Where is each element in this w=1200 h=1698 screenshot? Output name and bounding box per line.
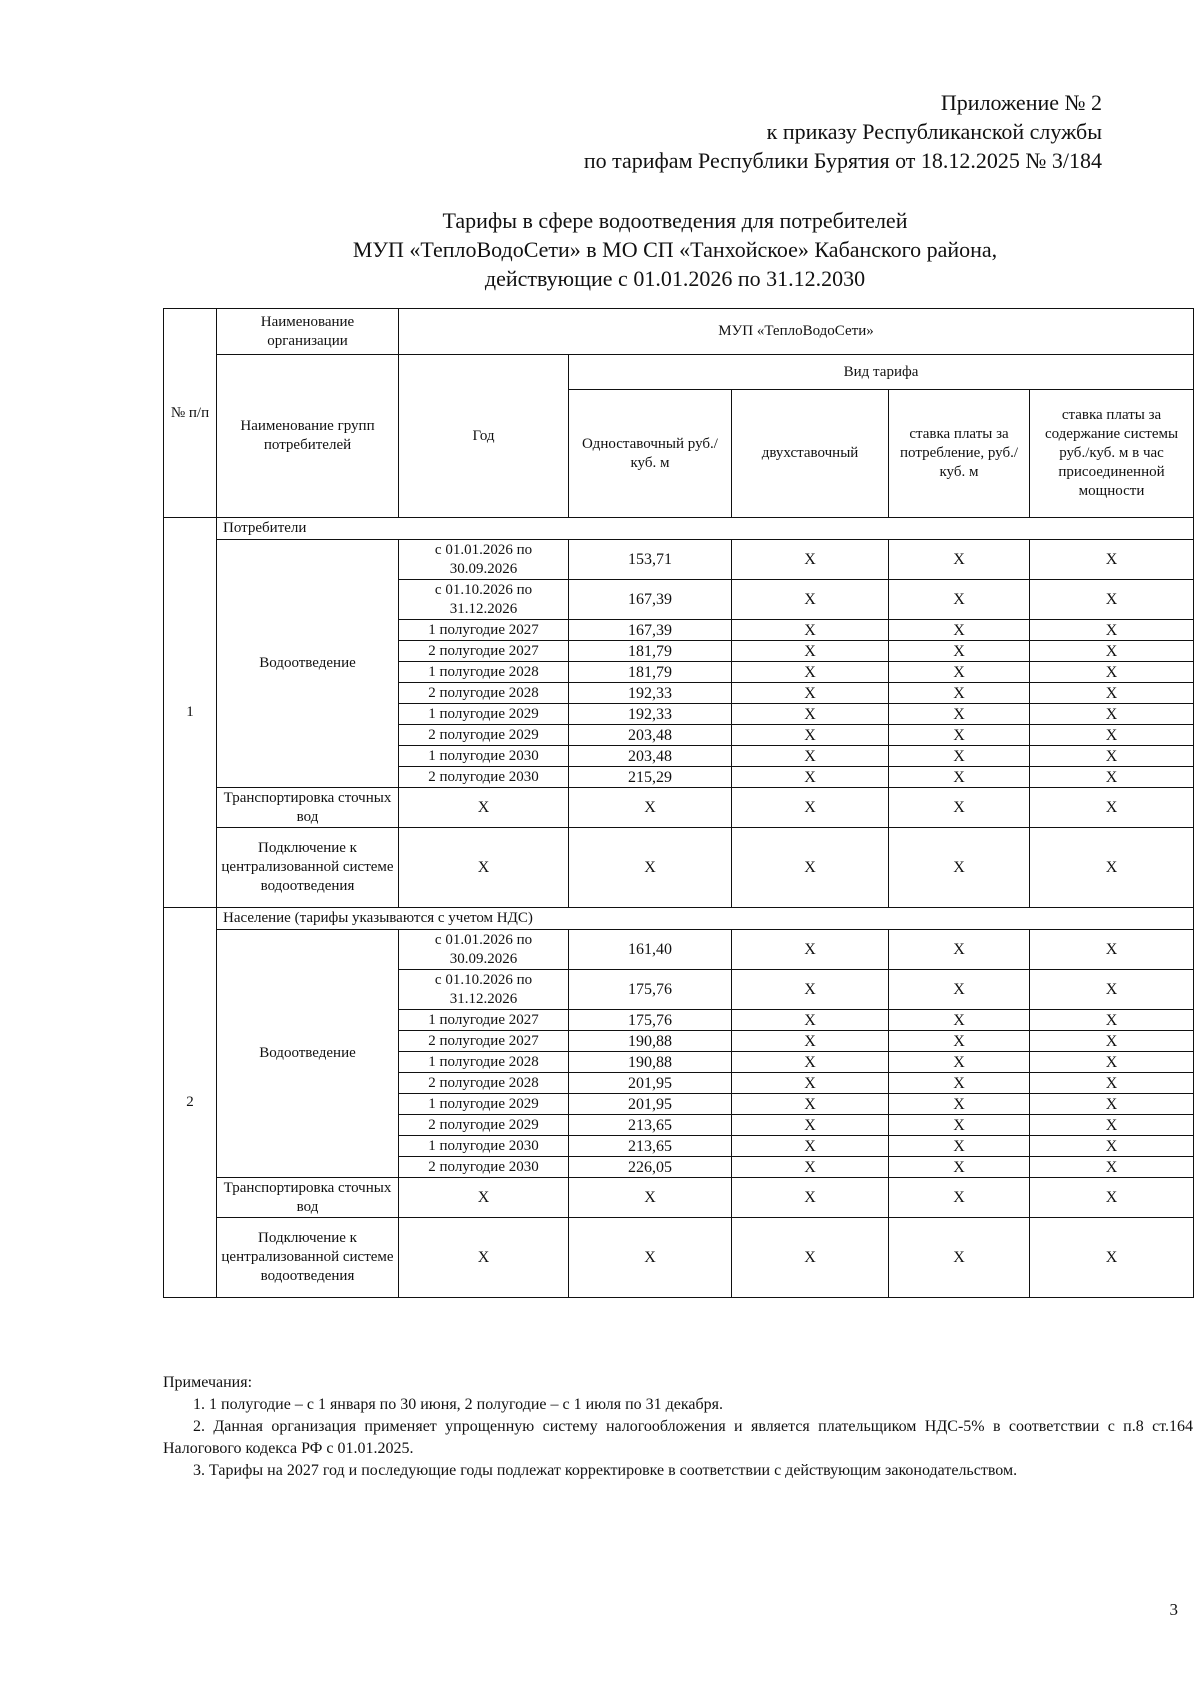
x-mark: Х (889, 580, 1030, 620)
header-two-rate: двухставочный (732, 390, 889, 518)
period-cell: 1 полугодие 2030 (399, 1136, 569, 1157)
note-item-2: 2. Данная организация применяет упрощенную систему налогообложения и является плательщиком НДС-5% в соответствии с п.8 ст.164 Налогового кодекса РФ с 01.01.2025. (163, 1418, 1193, 1457)
x-mark: Х (889, 641, 1030, 662)
period-cell: с 01.01.2026 по 30.09.2026 (399, 540, 569, 580)
x-mark: Х (889, 1031, 1030, 1052)
single-rate-value: 192,33 (569, 683, 732, 704)
header-single-rate: Одноставочный руб./ куб. м (569, 390, 732, 518)
period-cell: 1 полугодие 2030 (399, 746, 569, 767)
x-mark: Х (732, 1115, 889, 1136)
period-cell: 2 полугодие 2028 (399, 683, 569, 704)
order-date-number: по тарифам Республики Бурятия от 18.12.2025 № 3/184 (583, 148, 1102, 173)
x-mark: Х (732, 1136, 889, 1157)
single-rate-value: 153,71 (569, 540, 732, 580)
appendix-number: Приложение № 2 (940, 90, 1102, 115)
note-item-1: 1. 1 полугодие – с 1 января по 30 июня, 2 полугодие – с 1 июля по 31 декабря. (193, 1396, 724, 1413)
x-mark: Х (1030, 620, 1194, 641)
period-cell: 1 полугодие 2028 (399, 662, 569, 683)
single-rate-value: 167,39 (569, 580, 732, 620)
section-title: Население (тарифы указываются с учетом НДС) (217, 908, 1194, 930)
period-cell: с 01.01.2026 по 30.09.2026 (399, 930, 569, 970)
transport-label: Транспортировка сточных вод (217, 788, 399, 828)
single-rate-value: 203,48 (569, 746, 732, 767)
page-number: 3 (1169, 1600, 1178, 1619)
header-tariff-type: Вид тарифа (569, 355, 1194, 390)
x-mark: Х (1030, 683, 1194, 704)
x-mark: Х (1030, 1094, 1194, 1115)
x-mark: Х (732, 1010, 889, 1031)
single-rate-value: 226,05 (569, 1157, 732, 1178)
table-row (164, 1178, 1194, 1218)
x-mark: Х (889, 930, 1030, 970)
period-cell: 2 полугодие 2030 (399, 1157, 569, 1178)
x-mark: Х (889, 828, 1030, 908)
transport-label: Транспортировка сточных вод (217, 1178, 399, 1218)
x-mark: Х (732, 1073, 889, 1094)
x-mark: Х (889, 1052, 1030, 1073)
single-rate-value: 203,48 (569, 725, 732, 746)
single-rate-value: 190,88 (569, 1052, 732, 1073)
x-mark: Х (399, 1178, 569, 1218)
x-mark: Х (569, 788, 732, 828)
single-rate-value: 192,33 (569, 704, 732, 725)
x-mark: Х (889, 1157, 1030, 1178)
section-number: 1 (164, 518, 217, 908)
x-mark: Х (1030, 641, 1194, 662)
x-mark: Х (889, 1178, 1030, 1218)
period-cell: 2 полугодие 2028 (399, 1073, 569, 1094)
x-mark: Х (732, 1094, 889, 1115)
single-rate-value: 190,88 (569, 1031, 732, 1052)
x-mark: Х (732, 1178, 889, 1218)
x-mark: Х (732, 1052, 889, 1073)
header-year: Год (399, 355, 569, 518)
connection-label: Подключение к централизованной системе водоотведения (217, 1218, 399, 1298)
section-title: Потребители (217, 518, 1194, 540)
x-mark: Х (1030, 1031, 1194, 1052)
x-mark: Х (1030, 746, 1194, 767)
x-mark: Х (732, 1218, 889, 1298)
x-mark: Х (889, 788, 1030, 828)
period-cell: 2 полугодие 2027 (399, 1031, 569, 1052)
single-rate-value: 181,79 (569, 662, 732, 683)
x-mark: Х (732, 662, 889, 683)
x-mark: Х (732, 725, 889, 746)
x-mark: Х (1030, 725, 1194, 746)
table-row (164, 788, 1194, 828)
tariff-table (163, 308, 1194, 1298)
order-reference: к приказу Республиканской службы (766, 119, 1102, 144)
x-mark: Х (889, 1136, 1030, 1157)
title-line-2: МУП «ТеплоВодоСети» в МО СП «Танхойское» Кабанского района, (352, 237, 998, 262)
period-cell: 2 полугодие 2030 (399, 767, 569, 788)
x-mark: Х (1030, 1136, 1194, 1157)
x-mark: Х (1030, 1157, 1194, 1178)
single-rate-value: 213,65 (569, 1136, 732, 1157)
x-mark: Х (1030, 1218, 1194, 1298)
x-mark: Х (732, 580, 889, 620)
table-row (164, 540, 1194, 580)
x-mark: Х (889, 662, 1030, 683)
x-mark: Х (889, 1010, 1030, 1031)
x-mark: Х (732, 970, 889, 1010)
period-cell: 1 полугодие 2029 (399, 1094, 569, 1115)
single-rate-value: 161,40 (569, 930, 732, 970)
single-rate-value: 175,76 (569, 970, 732, 1010)
x-mark: Х (1030, 970, 1194, 1010)
x-mark: Х (889, 683, 1030, 704)
header-groups: Наименование групп потребителей (217, 355, 399, 518)
header-org-label: Наименование организации (217, 309, 399, 355)
document-title (160, 206, 1190, 293)
x-mark: Х (732, 540, 889, 580)
x-mark: Х (732, 641, 889, 662)
appendix-header (402, 88, 1102, 175)
service-name: Водоотведение (217, 540, 399, 788)
x-mark: Х (1030, 788, 1194, 828)
x-mark: Х (1030, 580, 1194, 620)
x-mark: Х (732, 620, 889, 641)
period-cell: с 01.10.2026 по 31.12.2026 (399, 970, 569, 1010)
x-mark: Х (399, 788, 569, 828)
x-mark: Х (732, 683, 889, 704)
x-mark: Х (889, 1218, 1030, 1298)
x-mark: Х (732, 1157, 889, 1178)
note-item-3: 3. Тарифы на 2027 год и последующие годы подлежат корректировке в соответствии с действующим законодательством. (193, 1462, 1018, 1479)
x-mark: Х (399, 1218, 569, 1298)
x-mark: Х (1030, 662, 1194, 683)
period-cell: 1 полугодие 2029 (399, 704, 569, 725)
x-mark: Х (889, 620, 1030, 641)
period-cell: 2 полугодие 2029 (399, 725, 569, 746)
x-mark: Х (732, 767, 889, 788)
x-mark: Х (1030, 1052, 1194, 1073)
x-mark: Х (889, 1094, 1030, 1115)
x-mark: Х (1030, 540, 1194, 580)
x-mark: Х (889, 746, 1030, 767)
table-row (164, 1218, 1194, 1298)
header-org-name: МУП «ТеплоВодоСети» (399, 309, 1194, 355)
x-mark: Х (399, 828, 569, 908)
x-mark: Х (1030, 1115, 1194, 1136)
x-mark: Х (732, 704, 889, 725)
x-mark: Х (732, 1031, 889, 1052)
single-rate-value: 213,65 (569, 1115, 732, 1136)
notes (163, 1372, 1193, 1482)
header-consumption-rate: ставка платы за потребление, руб./ куб. м (889, 390, 1030, 518)
x-mark: Х (889, 725, 1030, 746)
section-number: 2 (164, 908, 217, 1298)
period-cell: 2 полугодие 2027 (399, 641, 569, 662)
x-mark: Х (1030, 1178, 1194, 1218)
period-cell: 2 полугодие 2029 (399, 1115, 569, 1136)
x-mark: Х (569, 828, 732, 908)
period-cell: 1 полугодие 2028 (399, 1052, 569, 1073)
single-rate-value: 167,39 (569, 620, 732, 641)
x-mark: Х (1030, 930, 1194, 970)
single-rate-value: 201,95 (569, 1094, 732, 1115)
x-mark: Х (732, 746, 889, 767)
x-mark: Х (889, 704, 1030, 725)
notes-heading: Примечания: (163, 1374, 253, 1391)
x-mark: Х (1030, 767, 1194, 788)
x-mark: Х (889, 970, 1030, 1010)
x-mark: Х (889, 1073, 1030, 1094)
single-rate-value: 175,76 (569, 1010, 732, 1031)
header-maintenance-rate: ставка платы за содержание системы руб./куб. м в час присоединенной мощности (1030, 390, 1194, 518)
x-mark: Х (732, 828, 889, 908)
x-mark: Х (1030, 704, 1194, 725)
connection-label: Подключение к централизованной системе водоотведения (217, 828, 399, 908)
x-mark: Х (889, 1115, 1030, 1136)
period-cell: 1 полугодие 2027 (399, 620, 569, 641)
title-line-1: Тарифы в сфере водоотведения для потребителей (442, 208, 908, 233)
service-name: Водоотведение (217, 930, 399, 1178)
x-mark: Х (1030, 1073, 1194, 1094)
x-mark: Х (889, 767, 1030, 788)
x-mark: Х (569, 1178, 732, 1218)
table-row (164, 828, 1194, 908)
period-cell: с 01.10.2026 по 31.12.2026 (399, 580, 569, 620)
single-rate-value: 215,29 (569, 767, 732, 788)
x-mark: Х (732, 930, 889, 970)
x-mark: Х (1030, 828, 1194, 908)
header-num: № п/п (164, 309, 217, 518)
x-mark: Х (1030, 1010, 1194, 1031)
title-line-3: действующие с 01.01.2026 по 31.12.2030 (484, 266, 866, 291)
table-row (164, 930, 1194, 970)
single-rate-value: 201,95 (569, 1073, 732, 1094)
x-mark: Х (889, 540, 1030, 580)
x-mark: Х (569, 1218, 732, 1298)
x-mark: Х (732, 788, 889, 828)
single-rate-value: 181,79 (569, 641, 732, 662)
period-cell: 1 полугодие 2027 (399, 1010, 569, 1031)
